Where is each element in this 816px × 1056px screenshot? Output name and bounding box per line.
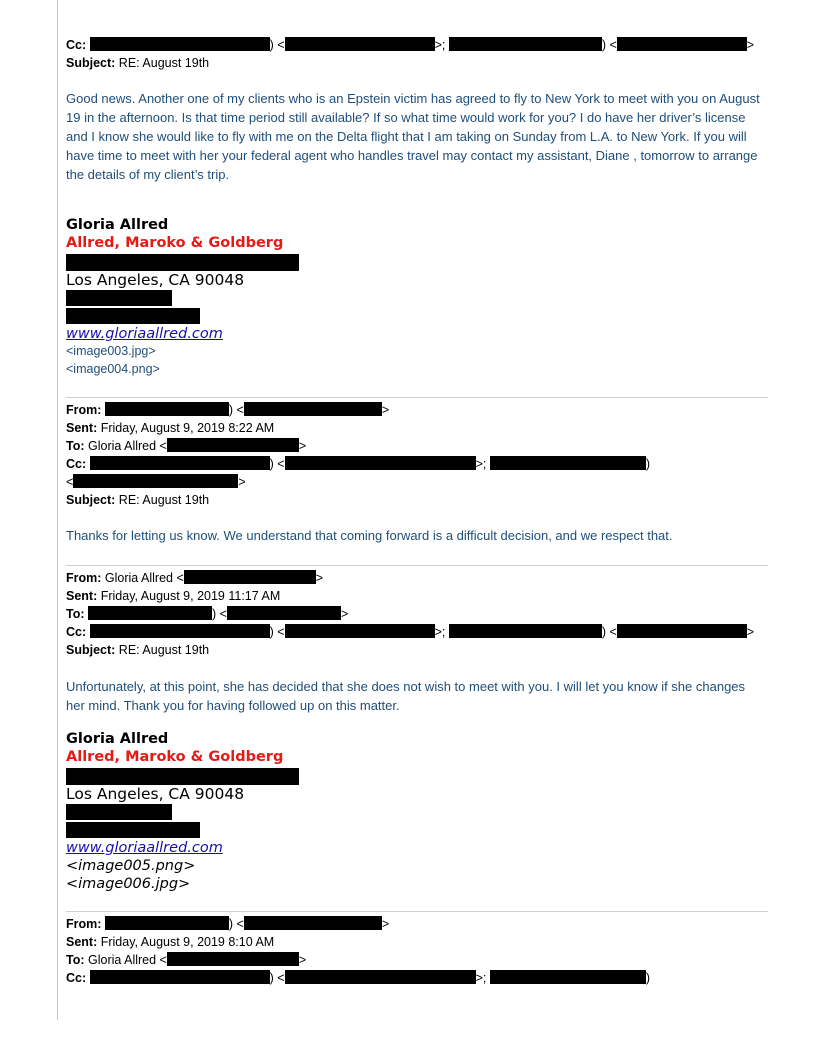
redaction-box xyxy=(105,916,229,930)
website-link[interactable]: www.gloriaallred.com xyxy=(66,840,223,856)
subject-label: Subject: xyxy=(66,493,116,507)
cc-label: Cc: xyxy=(66,38,87,52)
to-label: To: xyxy=(66,439,85,453)
to-line xyxy=(66,437,306,455)
from-label: From: xyxy=(66,403,102,417)
from-separator: > xyxy=(381,403,390,417)
redaction-box xyxy=(244,916,382,930)
redaction-box xyxy=(66,290,172,306)
signature-firm: Allred, Maroko & Goldberg xyxy=(66,749,284,765)
to-label: To: xyxy=(66,607,85,621)
redaction-box xyxy=(167,952,299,966)
sent-date: Friday, August 9, 2019 8:10 AM xyxy=(100,935,275,949)
signature-address: Los Angeles, CA 90048 xyxy=(66,271,245,289)
from-line xyxy=(66,569,323,587)
email-thread-page xyxy=(57,0,768,1020)
cc-separator: ) < xyxy=(269,971,285,985)
cc-separator: ) xyxy=(645,971,651,985)
signature-name: Gloria Allred xyxy=(66,731,169,747)
redaction-box xyxy=(285,970,476,984)
subject-label: Subject: xyxy=(66,56,116,70)
to-name: Gloria Allred < xyxy=(88,439,167,453)
to-separator: ) < xyxy=(212,607,227,621)
cc-separator: > xyxy=(238,475,246,489)
redaction-box xyxy=(90,37,270,51)
sent-line xyxy=(66,587,280,605)
redaction-box xyxy=(617,624,747,638)
cc-label: Cc: xyxy=(66,457,87,471)
redaction-box xyxy=(184,570,316,584)
message-divider xyxy=(66,397,768,398)
sent-line xyxy=(66,419,274,437)
cc-separator: < xyxy=(66,475,74,489)
cc-separator: >; xyxy=(475,457,487,471)
to-separator: > xyxy=(298,439,307,453)
cc-separator: >; xyxy=(475,971,487,985)
signature-firm: Allred, Maroko & Goldberg xyxy=(66,235,284,251)
from-label: From: xyxy=(66,571,102,585)
cc-label: Cc: xyxy=(66,971,87,985)
sent-date: Friday, August 9, 2019 11:17 AM xyxy=(100,589,281,603)
redaction-box xyxy=(227,606,341,620)
website-link[interactable]: www.gloriaallred.com xyxy=(66,326,223,342)
redaction-box xyxy=(285,456,476,470)
attachment-name: <image005.png> xyxy=(66,858,196,874)
message-body: Unfortunately, at this point, she has decided that she does not wish to meet with you. I will let you know if she changes her mind. Thank you for having followed up on this matter. xyxy=(66,679,746,713)
cc-separator: > xyxy=(746,625,755,639)
redaction-box xyxy=(285,37,435,51)
redaction-box xyxy=(66,768,299,785)
redaction-box xyxy=(449,624,602,638)
from-separator: ) < xyxy=(228,403,244,417)
from-separator: ) < xyxy=(228,917,244,931)
redaction-box xyxy=(88,606,212,620)
message-body: Thanks for letting us know. We understand that coming forward is a difficult decision, and we respect that. xyxy=(66,528,673,543)
from-line xyxy=(66,401,389,419)
redaction-box xyxy=(90,624,270,638)
sent-line xyxy=(66,933,274,951)
redaction-box xyxy=(490,456,646,470)
cc-separator: ) < xyxy=(269,38,285,52)
redaction-box xyxy=(617,37,747,51)
cc-separator: > xyxy=(746,38,755,52)
message-divider xyxy=(66,911,768,912)
redaction-box xyxy=(66,804,172,820)
cc-line xyxy=(66,969,650,987)
attachment-name: <image006.jpg> xyxy=(66,876,191,892)
attachment-name: <image004.png> xyxy=(66,362,160,376)
redaction-box xyxy=(167,438,299,452)
subject-line xyxy=(66,491,209,509)
cc-separator: ) < xyxy=(601,625,617,639)
from-name: Gloria Allred < xyxy=(104,571,184,585)
signature-name: Gloria Allred xyxy=(66,217,169,233)
cc-separator: ) < xyxy=(269,457,285,471)
cc-line-continued xyxy=(66,473,246,491)
sent-label: Sent: xyxy=(66,421,98,435)
from-separator: > xyxy=(381,917,390,931)
cc-line xyxy=(66,623,754,641)
redaction-box xyxy=(73,474,238,488)
cc-separator: >; xyxy=(434,38,446,52)
redaction-box xyxy=(490,970,646,984)
signature-address: Los Angeles, CA 90048 xyxy=(66,785,245,803)
redaction-box xyxy=(66,308,200,324)
sent-label: Sent: xyxy=(66,935,98,949)
sent-date: Friday, August 9, 2019 8:22 AM xyxy=(100,421,275,435)
redaction-box xyxy=(285,624,435,638)
redaction-box xyxy=(449,37,602,51)
to-separator: > xyxy=(340,607,349,621)
sent-label: Sent: xyxy=(66,589,98,603)
redaction-box xyxy=(105,402,229,416)
message-body: Good news. Another one of my clients who is an Epstein victim has agreed to fly to New York to meet with you on August 19 in the afternoon. Is that time period still available? If so what time would work for you? I do have her driver’s license and I know she would like to fly with me on the Delta flight that I am taking on Sunday from L.A. to New York. If you will have time to meet with her your federal agent who handles travel may contact my assistant, Diane , tomorrow to arrange the details of my client’s trip. xyxy=(66,91,760,182)
redaction-box xyxy=(244,402,382,416)
cc-separator: ) < xyxy=(601,38,617,52)
subject-text: RE: August 19th xyxy=(118,493,210,507)
redaction-box xyxy=(66,254,299,271)
from-separator: > xyxy=(315,571,324,585)
redaction-box xyxy=(90,970,270,984)
cc-line xyxy=(66,455,650,473)
cc-label: Cc: xyxy=(66,625,87,639)
to-label: To: xyxy=(66,953,85,967)
to-line xyxy=(66,605,348,623)
subject-line xyxy=(66,54,209,72)
attachment-name: <image003.jpg> xyxy=(66,344,156,358)
to-name: Gloria Allred < xyxy=(88,953,167,967)
subject-line xyxy=(66,641,209,659)
redaction-box xyxy=(90,456,270,470)
cc-separator: ) < xyxy=(269,625,285,639)
to-separator: > xyxy=(298,953,307,967)
message-divider xyxy=(66,565,768,566)
from-label: From: xyxy=(66,917,102,931)
cc-separator: ) xyxy=(645,457,651,471)
redaction-box xyxy=(66,822,200,838)
from-line xyxy=(66,915,389,933)
to-line xyxy=(66,951,306,969)
subject-label: Subject: xyxy=(66,643,116,657)
cc-line xyxy=(66,36,754,54)
cc-separator: >; xyxy=(434,625,446,639)
subject-text: RE: August 19th xyxy=(118,56,210,70)
subject-text: RE: August 19th xyxy=(118,643,210,657)
